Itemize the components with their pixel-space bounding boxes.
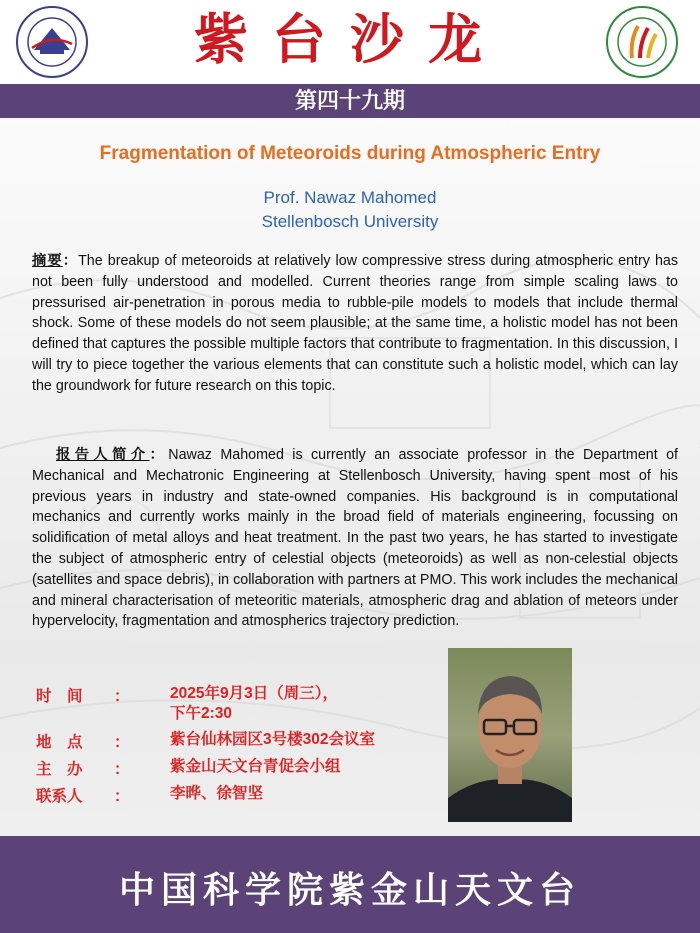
abstract-paragraph: [32, 251, 678, 397]
event-info: [36, 684, 436, 811]
abstract-text: The breakup of meteoroids at relatively low compressive stress during atmospheric entry has not been fully understood and modelled. Current theories range from simple scaling laws to pressurised air-penetration in porous media to rubble-pile models to models that include thermal shock. Some of these models do not seem plausible; at the same time, a holistic model has not been defined that captures the possible multiple factors that contribute to fragmentation. In this discussion, I will try to piece together the various elements that can constitute such a holistic model, which can lay the groundwork for future research on this topic.: [32, 253, 679, 394]
contact-label: 联系人: [36, 788, 83, 805]
contact-colon: ：: [114, 788, 130, 805]
speaker-photo: [448, 648, 572, 822]
contact-value: 李晔、徐智坚: [170, 785, 264, 802]
info-row-place: [36, 730, 436, 757]
time-value-line2: 下午2:30: [170, 705, 233, 722]
speaker-block: [0, 186, 700, 234]
time-value: [170, 684, 420, 724]
bio-text: Nawaz Mahomed is currently an associate professor in the Department of Mechanical and Mechatronic Engineering at Stellenbosch University, having spent most of his previous years in industry and state-owned companies. His background is in computational mechanics and currently works mainly in the broad field of materials engineering, focussing on solidification of metal alloys and heat treatment. In the past two years, he has started to investigate the subject of atmospheric entry of celestial objects (meteoroids) as well as non-celestial objects (satellites and space debris), in collaboration with partners at PMO. This work includes the mechanical and mineral characterisation of meteoritic materials, atmospheric drag and ablation of meteors under hypervelocity, fragmentation and atmospherics trajectory prediction.: [32, 447, 679, 630]
speaker-name: Prof. Nawaz Mahomed: [263, 188, 437, 207]
time-label: 时 间: [36, 688, 83, 705]
time-colon: ：: [114, 688, 130, 705]
bio-colon: ：: [149, 447, 169, 463]
speaker-affiliation: Stellenbosch University: [261, 212, 439, 231]
issue-number: 第四十九期: [294, 88, 405, 114]
time-value-line1: 2025年9月3日（周三），: [170, 685, 338, 702]
host-value: 紫金山天文台青促会小组: [170, 758, 341, 775]
talk-title: Fragmentation of Meteoroids during Atmospheric Entry: [99, 143, 601, 164]
bio-label: 报告人简介: [56, 447, 150, 463]
info-row-host: [36, 757, 436, 784]
place-value: 紫台仙林园区3号楼302会议室: [170, 731, 375, 748]
info-row-contact: [36, 784, 436, 811]
footer-institution: 中国科学院紫金山天文台: [118, 869, 581, 911]
host-label: 主 办: [36, 761, 83, 778]
host-colon: ：: [114, 761, 130, 778]
abstract-label: 摘要: [32, 253, 63, 269]
info-row-time: [36, 684, 436, 730]
abstract-colon: ：: [62, 253, 79, 269]
place-colon: ：: [114, 734, 130, 751]
bio-paragraph: [32, 445, 678, 632]
place-label: 地 点: [36, 734, 83, 751]
salon-brand-title: 紫台沙龙: [194, 7, 506, 71]
